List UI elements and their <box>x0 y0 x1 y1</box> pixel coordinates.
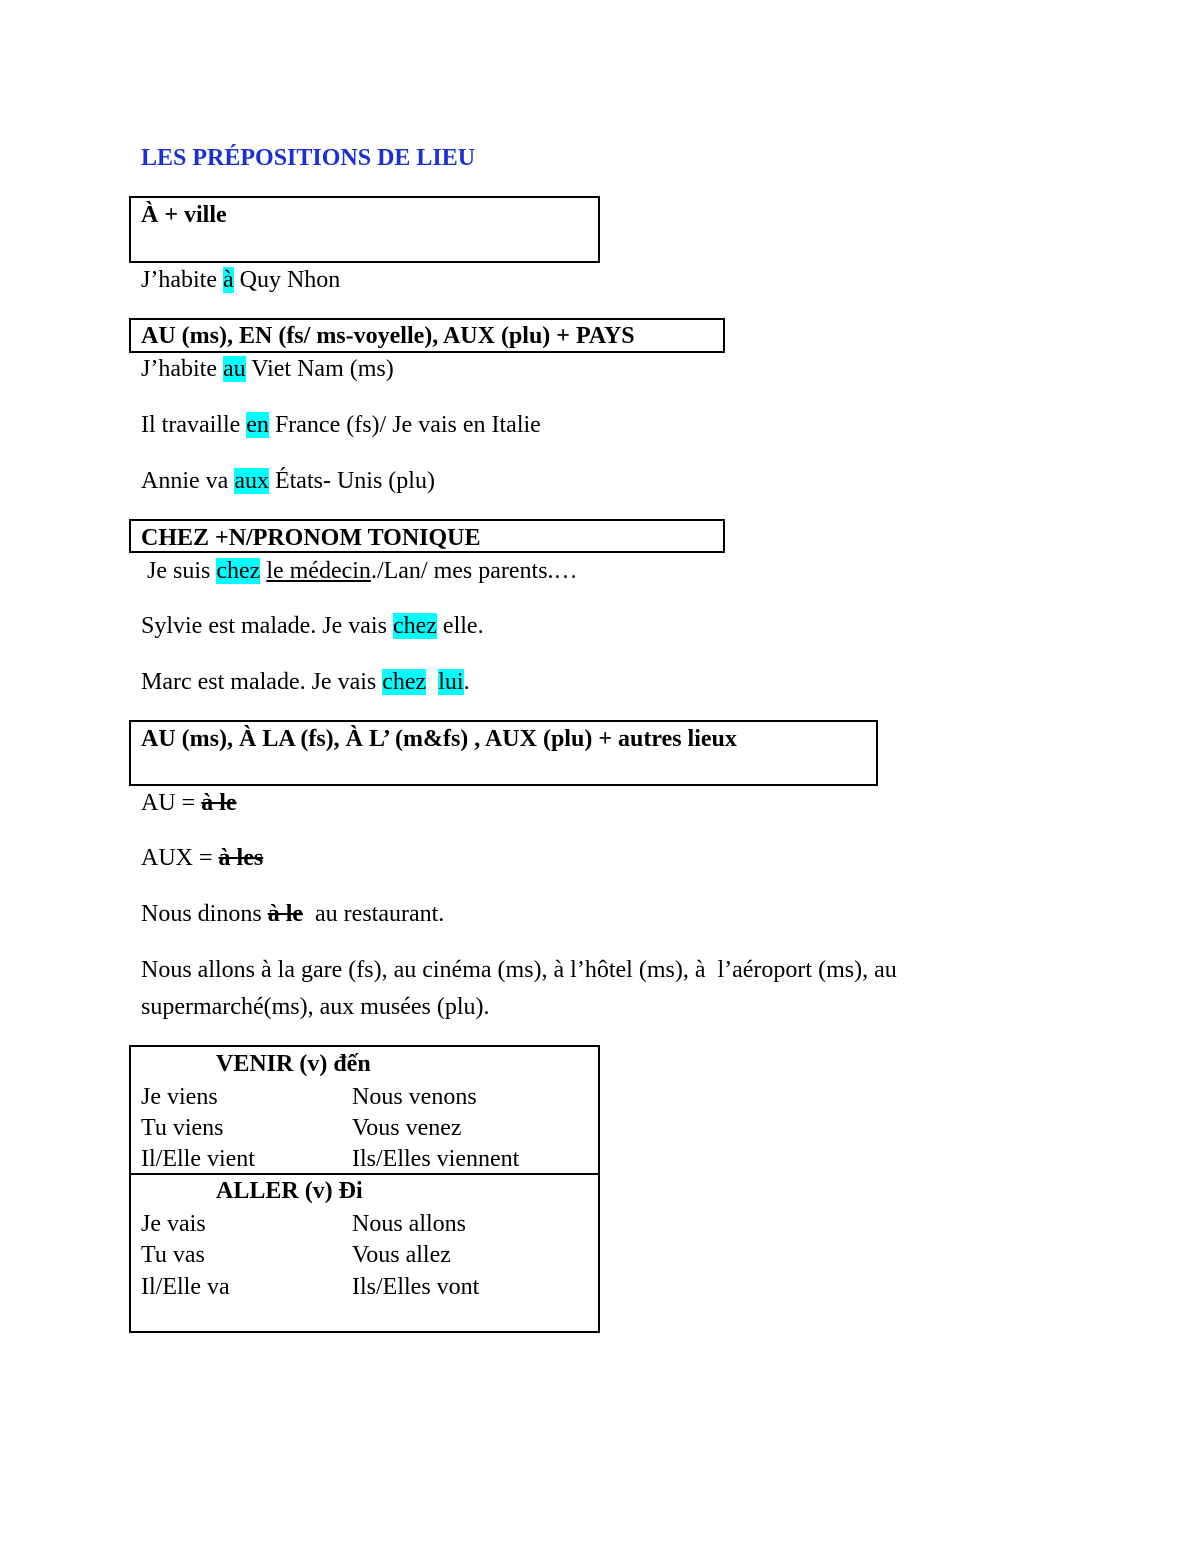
example-line: supermarché(ms), aux musées (plu). <box>141 994 490 1020</box>
conjugation-cell: Nous venons <box>352 1084 477 1110</box>
example-text: AUX = <box>141 845 219 871</box>
conjugation-cell: Je viens <box>141 1084 218 1110</box>
example-text: J’habite <box>141 356 223 382</box>
highlighted-preposition: chez <box>392 613 437 639</box>
example-text: Sylvie est malade. Je vais <box>141 613 393 639</box>
example-line <box>141 413 541 437</box>
example-text: Nous dinons <box>141 901 268 927</box>
example-line: Nous allons à la gare (fs), au cinéma (ms), à l’hôtel (ms), à l’aéroport (ms), au <box>141 957 897 983</box>
example-line <box>141 268 340 292</box>
verb-heading-aller: ALLER (v) Đi <box>216 1178 363 1204</box>
example-text: Je suis <box>141 558 217 584</box>
example-text: J’habite <box>141 267 223 293</box>
highlighted-pronoun: lui <box>438 669 464 695</box>
contraction-line <box>141 791 237 815</box>
struck-text: à le <box>201 790 237 816</box>
conjugation-cell: Tu viens <box>141 1115 224 1141</box>
rule-heading-pays: AU (ms), EN (fs/ ms-voyelle), AUX (plu) + PAYS <box>141 323 635 349</box>
highlighted-preposition: chez <box>216 558 261 584</box>
table-divider <box>131 1173 598 1175</box>
example-text: Annie va <box>141 468 235 494</box>
conjugation-cell: Ils/Elles vont <box>352 1274 480 1300</box>
rule-heading-autres-lieux: AU (ms), À LA (fs), À L’ (m&fs) , AUX (plu) + autres lieux <box>141 726 737 752</box>
highlighted-preposition: chez <box>382 669 427 695</box>
conjugation-cell: Tu vas <box>141 1242 205 1268</box>
example-text: Viet Nam (ms) <box>245 356 394 382</box>
example-line <box>141 469 435 493</box>
conjugation-cell: Nous allons <box>352 1211 466 1237</box>
underlined-text: le médecin <box>266 558 371 584</box>
example-text: États- Unis (plu) <box>268 468 435 494</box>
struck-text: à les <box>218 845 264 871</box>
conjugation-cell: Je vais <box>141 1211 206 1237</box>
struck-text: à le <box>267 901 304 927</box>
example-line <box>141 670 470 694</box>
example-text: elle. <box>436 613 484 639</box>
example-line <box>141 357 394 381</box>
conjugation-cell: Il/Elle vient <box>141 1146 255 1172</box>
highlighted-preposition: aux <box>234 468 269 494</box>
example-text: Il travaille <box>141 412 247 438</box>
rule-heading-chez: CHEZ +N/PRONOM TONIQUE <box>141 525 481 551</box>
rule-heading-ville: À + ville <box>141 202 227 228</box>
highlighted-preposition: au <box>222 356 246 382</box>
example-text: AU = <box>141 790 202 816</box>
example-line <box>141 614 484 638</box>
example-line <box>141 559 578 583</box>
highlighted-preposition: en <box>246 412 269 438</box>
conjugation-cell: Vous venez <box>352 1115 462 1141</box>
example-text: au restaurant. <box>303 901 445 927</box>
example-line <box>141 902 444 926</box>
contraction-line <box>141 846 263 870</box>
example-text: Marc est malade. Je vais <box>141 669 383 695</box>
conjugation-cell: Ils/Elles viennent <box>352 1146 520 1172</box>
page-title: LES PRÉPOSITIONS DE LIEU <box>141 145 476 171</box>
example-text <box>426 669 438 695</box>
highlighted-preposition: à <box>222 267 234 293</box>
example-text: ./Lan/ mes parents.… <box>370 558 578 584</box>
example-text: Quy Nhon <box>233 267 341 293</box>
conjugation-cell: Il/Elle va <box>141 1274 230 1300</box>
conjugation-cell: Vous allez <box>352 1242 451 1268</box>
example-text: . <box>463 669 470 695</box>
example-text: France (fs)/ Je vais en Italie <box>268 412 541 438</box>
verb-heading-venir: VENIR (v) đến <box>216 1051 371 1077</box>
